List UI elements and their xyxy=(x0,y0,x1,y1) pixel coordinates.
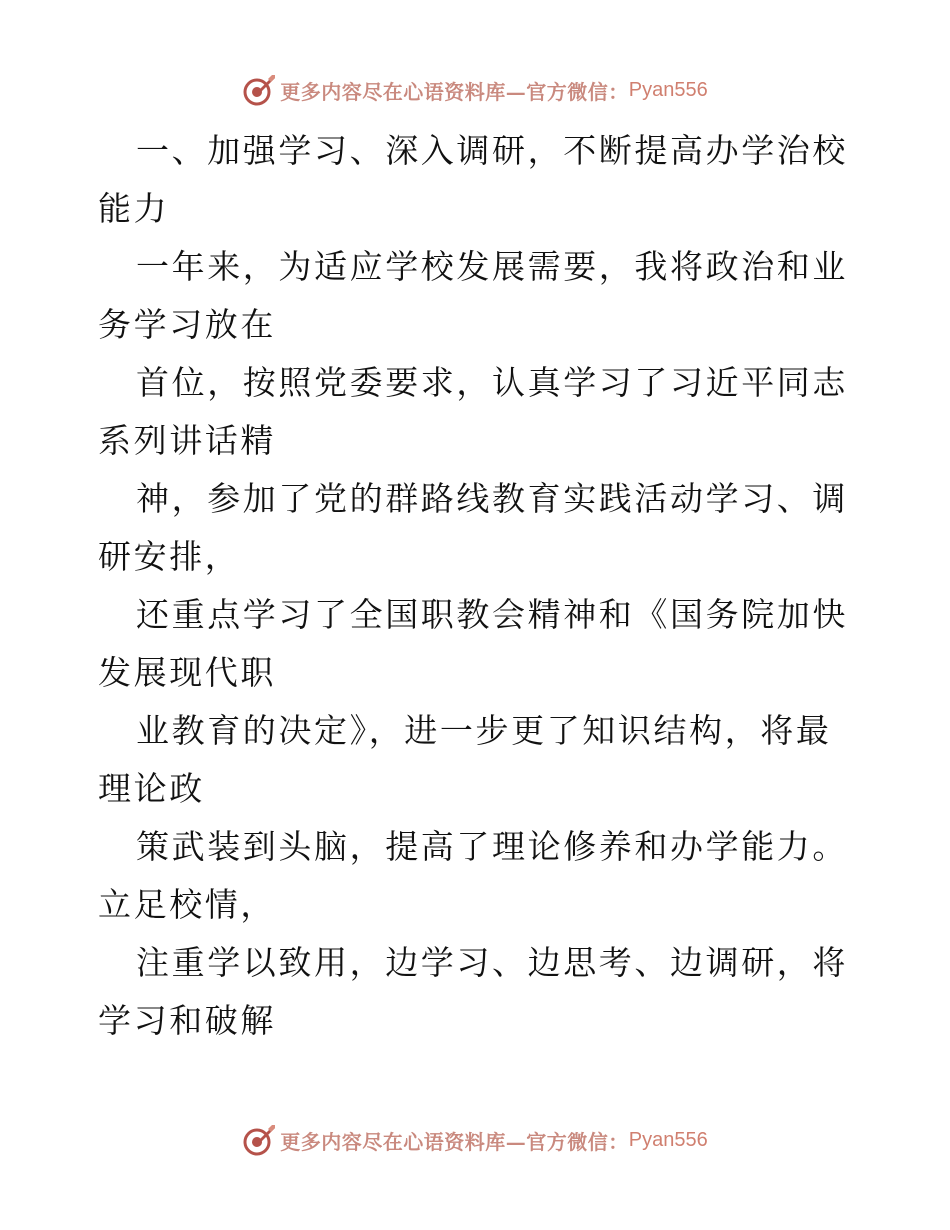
document-body xyxy=(98,122,858,1050)
header-banner xyxy=(0,70,950,110)
paragraph: 注重学以致用，边学习、边思考、边调研，将学习和破解 xyxy=(98,943,848,1040)
paragraph: 首位，按照党委要求，认真学习了习近平同志系列讲话精 xyxy=(98,363,848,460)
quill-logo-icon xyxy=(242,73,276,107)
wechat-id: Pyan556 xyxy=(628,78,708,101)
wechat-id: Pyan556 xyxy=(628,1128,708,1151)
banner-text: 更多内容尽在心语资料库—官方微信： xyxy=(280,1129,629,1154)
paragraph: 一年来，为适应学校发展需要，我将政治和业务学习放在 xyxy=(98,247,848,344)
quill-logo-icon xyxy=(242,1123,276,1157)
paragraph: 一、加强学习、深入调研，不断提高办学治校能力 xyxy=(98,131,848,228)
paragraph: 业教育的决定》，进一步更了知识结构，将最理论政 xyxy=(98,711,832,808)
footer-banner xyxy=(0,1120,950,1160)
paragraph: 还重点学习了全国职教会精神和《国务院加快发展现代职 xyxy=(98,595,848,692)
paragraph: 神，参加了党的群路线教育实践活动学习、调研安排， xyxy=(98,479,848,576)
banner-text: 更多内容尽在心语资料库—官方微信： xyxy=(280,79,629,104)
paragraph: 策武装到头脑，提高了理论修养和办学能力。立足校情， xyxy=(98,827,848,924)
